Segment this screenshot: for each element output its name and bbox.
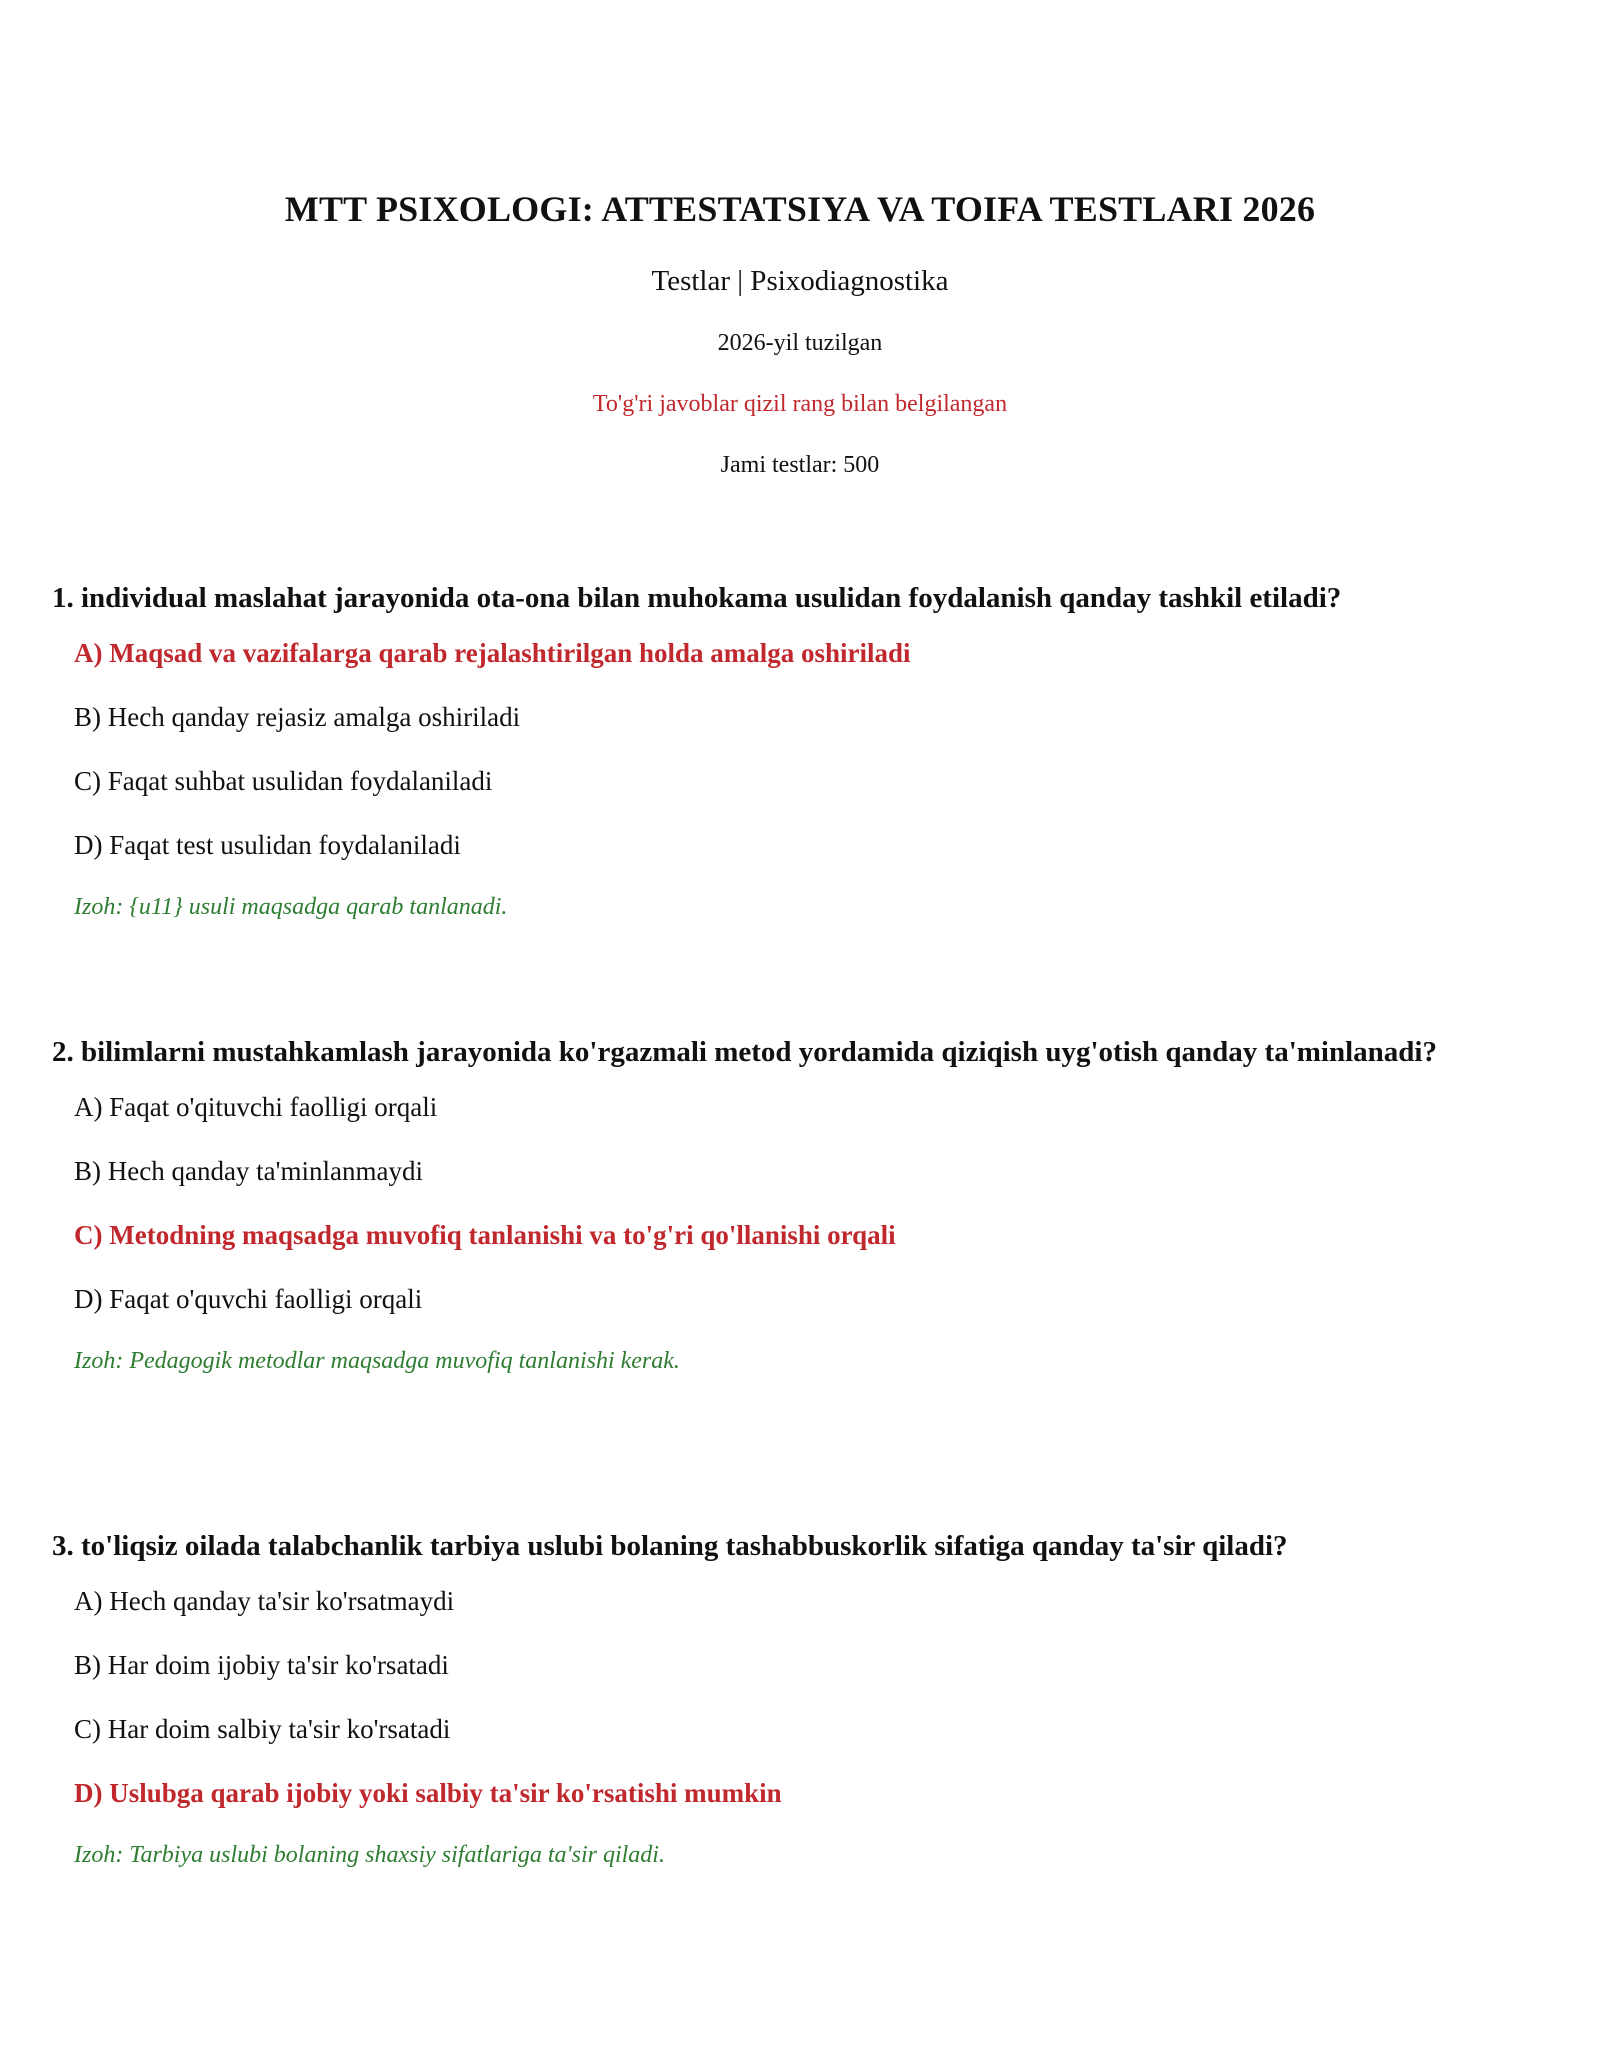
document-subtitle: Testlar | Psixodiagnostika	[651, 265, 949, 297]
question-3	[52, 1526, 1552, 1870]
document-title: MTT PSIXOLOGI: ATTESTATSIYA VA TOIFA TESTLARI 2026	[284, 189, 1316, 229]
answer-option-b: B) Hech qanday rejasiz amalga oshiriladi	[74, 702, 521, 732]
explanation-note: Izoh: Pedagogik metodlar maqsadga muvofiq tanlanishi kerak.	[74, 1348, 680, 1374]
answer-option-b: B) Hech qanday ta'minlanmaydi	[74, 1156, 424, 1186]
answer-option-d: D) Uslubga qarab ijobiy yoki salbiy ta'sir ko'rsatishi mumkin	[74, 1778, 782, 1808]
question-text: 1. individual maslahat jarayonida ota-ona bilan muhokama usulidan foydalanish qanday tashkil etiladi?	[52, 582, 1342, 614]
document-header	[0, 186, 1600, 480]
answer-option-a: A) Hech qanday ta'sir ko'rsatmaydi	[74, 1586, 455, 1616]
answer-option-d: D) Faqat o'quvchi faolligi orqali	[74, 1284, 423, 1314]
question-text: 3. to'liqsiz oilada talabchanlik tarbiya uslubi bolaning tashabbuskorlik sifatiga qanday ta'sir qiladi?	[52, 1530, 1288, 1562]
answer-option-a: A) Maqsad va vazifalarga qarab rejalashtirilgan holda amalga oshiriladi	[74, 638, 911, 668]
answer-option-c: C) Faqat suhbat usulidan foydalaniladi	[74, 766, 493, 796]
question-text: 2. bilimlarni mustahkamlash jarayonida ko'rgazmali metod yordamida qiziqish uyg'otish qanday ta'minlanadi?	[52, 1036, 1437, 1068]
question-2	[52, 1032, 1552, 1376]
document-date: 2026-yil tuzilgan	[717, 330, 883, 356]
question-1	[52, 578, 1552, 922]
answer-color-note: To'g'ri javoblar qizil rang bilan belgilangan	[592, 391, 1008, 417]
total-tests: Jami testlar: 500	[720, 452, 880, 478]
explanation-note: Izoh: {u11} usuli maqsadga qarab tanlanadi.	[74, 894, 508, 920]
answer-option-d: D) Faqat test usulidan foydalaniladi	[74, 830, 461, 860]
answer-option-c: C) Har doim salbiy ta'sir ko'rsatadi	[74, 1714, 451, 1744]
answer-option-a: A) Faqat o'qituvchi faolligi orqali	[74, 1092, 438, 1122]
answer-option-c: C) Metodning maqsadga muvofiq tanlanishi va to'g'ri qo'llanishi orqali	[74, 1220, 896, 1250]
answer-option-b: B) Har doim ijobiy ta'sir ko'rsatadi	[74, 1650, 449, 1680]
explanation-note: Izoh: Tarbiya uslubi bolaning shaxsiy sifatlariga ta'sir qiladi.	[74, 1842, 665, 1868]
